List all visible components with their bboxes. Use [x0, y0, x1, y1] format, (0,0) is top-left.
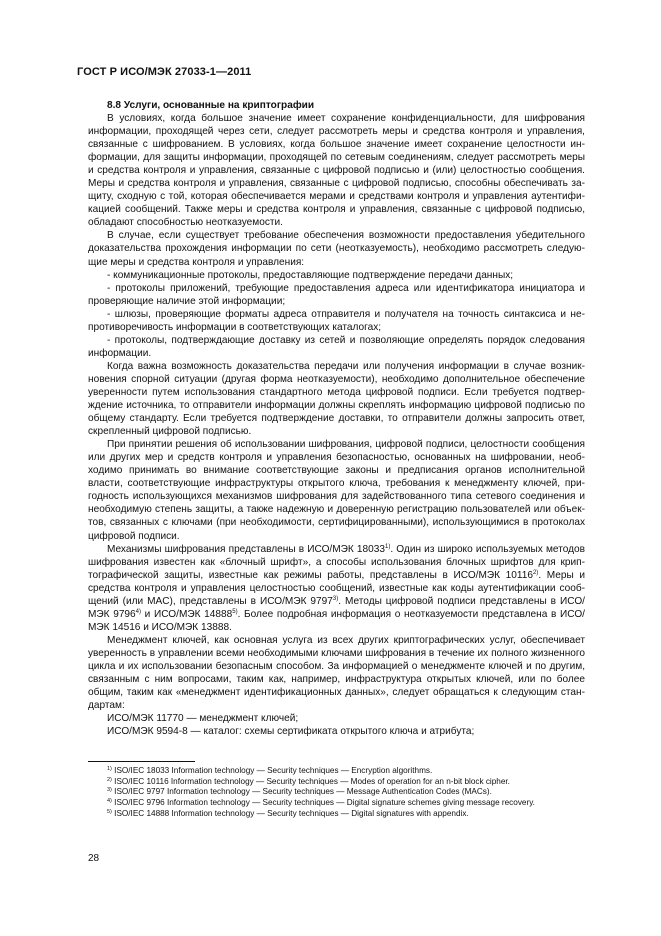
- footnote-ref[interactable]: 2): [532, 569, 539, 576]
- text-run: . Более подробная информация о неотказуемости представлена в ИСО/МЭК 14516 и ИСО/МЭК 13888.: [88, 608, 585, 633]
- footnote-mark: 3): [107, 787, 112, 794]
- footnote-ref[interactable]: 5): [232, 608, 238, 615]
- footnote: [88, 809, 585, 820]
- list-item: - протоколы, подтверждающие доставку из сетей и позволяющие определять порядок следования информации.: [88, 334, 585, 359]
- footnote-text: ISO/IEC 9797 Information technology — Security techniques — Message Authentication Codes (MACs).: [111, 787, 492, 797]
- section-heading: 8.8 Услуги, основанные на криптографии: [107, 100, 315, 111]
- footnote-ref[interactable]: 4): [135, 608, 142, 615]
- list-item: - коммуникационные протоколы, предоставляющие подтверждение передачи данных;: [107, 269, 514, 281]
- footnote-divider: [88, 761, 195, 762]
- footnote-text: ISO/IEC 14888 Information technology — Security techniques — Digital signatures with appendix.: [111, 808, 469, 818]
- standard-item: ИСО/МЭК 11770 — менеджмент ключей;: [107, 713, 299, 725]
- footnote: [88, 798, 585, 809]
- footnote-mark: 4): [107, 798, 112, 805]
- list-item: - протоколы приложений, требующие предоставления адреса или идентификатора инициатора и проверяющие наличие этой информации;: [88, 282, 585, 307]
- paragraph-digital-signature: Когда важна возможность доказательства передачи или получения информации в случае возникновения спорной ситуации (другая форма неотказуемости), необходимо дополнительное обеспечение уверенности путем использования стандартного метода цифровой подписи. Если требуется подтверждение источника, то отправители информации должны скреплять информацию цифровой подписью по общему стандарту. Если требуется подтверждение доставки, то отправители должны запросить ответ, скрепленный цифровой подписью.: [88, 360, 585, 438]
- footnote-ref[interactable]: 3): [332, 595, 339, 602]
- paragraph-decision-factors: При принятии решения об использовании шифрования, цифровой подписи, целостности сообщения или других мер и средств контроля и управления безопасностью, основанных на шифровании, необходимо принимать во внимание соответствующие законы и предписания органов исполнительной власти, соответствующие инфраструктуры открытого ключа, требования к менеджменту ключей, пригодность использующихся механизмов шифрования для задействованного типа сетевого соединения и необходимую степень защиты, а также надежную и доверенную регистрацию пользователей или объектов, связанных с ключами (при необходимости, сертифицированными), использующимися в протоколах цифровой подписи.: [88, 439, 585, 542]
- footnote-mark: 2): [107, 776, 112, 783]
- footnote-text: ISO/IEC 9796 Information technology — Security techniques — Digital signature schemes giving message recovery.: [111, 798, 535, 808]
- page-number: 28: [88, 853, 100, 864]
- running-header: ГОСТ Р ИСО/МЭК 27033-1—2011: [77, 66, 252, 78]
- footnote: [88, 777, 585, 788]
- paragraph-non-repudiation: В случае, если существует требование обеспечения возможности предоставления убедительного доказательства прохождения информации по сети (неотказуемость), необходимо рассмотреть следующие меры и средства контроля и управления:: [88, 230, 585, 268]
- text-run: Механизмы шифрования представлены в ИСО/МЭК 18033: [107, 543, 385, 555]
- page-body: [88, 99, 585, 738]
- footnote-mark: 1): [107, 766, 112, 772]
- footnote-text: ISO/IEC 10116 Information technology — Security techniques — Modes of operation for an n-bit block cipher.: [111, 776, 510, 786]
- list-item: - шлюзы, проверяющие форматы адреса отправителя и получателя на точность синтаксиса и непротиворечивость информации в соответствующих каталогах;: [88, 308, 585, 333]
- footnote-text: ISO/IEC 18033 Information technology — Security techniques — Encryption algorithms.: [111, 766, 433, 775]
- footnotes: [88, 766, 585, 820]
- text-run: . Методы цифровой подписи представлены в ИСО/МЭК 9796: [88, 595, 585, 620]
- paragraph-key-management: Менеджмент ключей, как основная услуга из всех других криптографических услуг, обеспечивает уверенность в управлении всеми необходимыми ключами шифрования в течение их полного жизненного цикла и их использовании безопасным способом. За информацией о менеджменте ключей и по другим, связанным с ним вопросами, таким как, например, инфраструктура открытых ключей, или по более общим, таким как «менеджмент идентификационных данных», следует обращаться к следующим стандартам:: [88, 634, 585, 712]
- footnote: [88, 787, 585, 798]
- text-run: и ИСО/МЭК 14888: [141, 608, 233, 620]
- paragraph-confidentiality: В условиях, когда большое значение имеет сохранение конфиденциальности, для шифрования информации, проходящей через сети, следует рассмотреть меры и средства контроля и управления, связанные с шифрованием. В условиях, когда большое значение имеет сохранение целостности информации, для защиты информации, проходящей по сетевым соединениям, следует рассмотреть меры и средства контроля и управления, связанные с цифровой подписью и (или) целостностью сообщения. Меры и средства контроля и управления, связанные с цифровой подписью, способны обеспечивать защиту, сходную с той, которая обеспечивается мерами и средствами контроля и управления аутентификацией сообщений. Также меры и средства контроля и управления, связанные с цифровой подписью, обладают способностью неотказуемости.: [88, 113, 585, 229]
- text-run: . Один из широко используемых методов шифрования известен как «блочный шрифт», а способы использования блочных шрифтов для криптографической защиты, известные как режимы работы, представлены в ИСО/МЭК 10116: [88, 543, 585, 581]
- footnote-mark: 5): [107, 808, 112, 815]
- footnote-ref[interactable]: 1): [385, 543, 391, 550]
- paragraph-mechanisms: [88, 543, 585, 634]
- standard-item: ИСО/МЭК 9594-8 — каталог: схемы сертификата открытого ключа и атрибута;: [107, 726, 475, 738]
- text-run: . Меры и средства контроля и управления целостностью сообщений, известные как коды аутентификации сообщений (или MAC), представлены в ИСО/МЭК 9797: [88, 569, 585, 607]
- footnote: [88, 766, 585, 777]
